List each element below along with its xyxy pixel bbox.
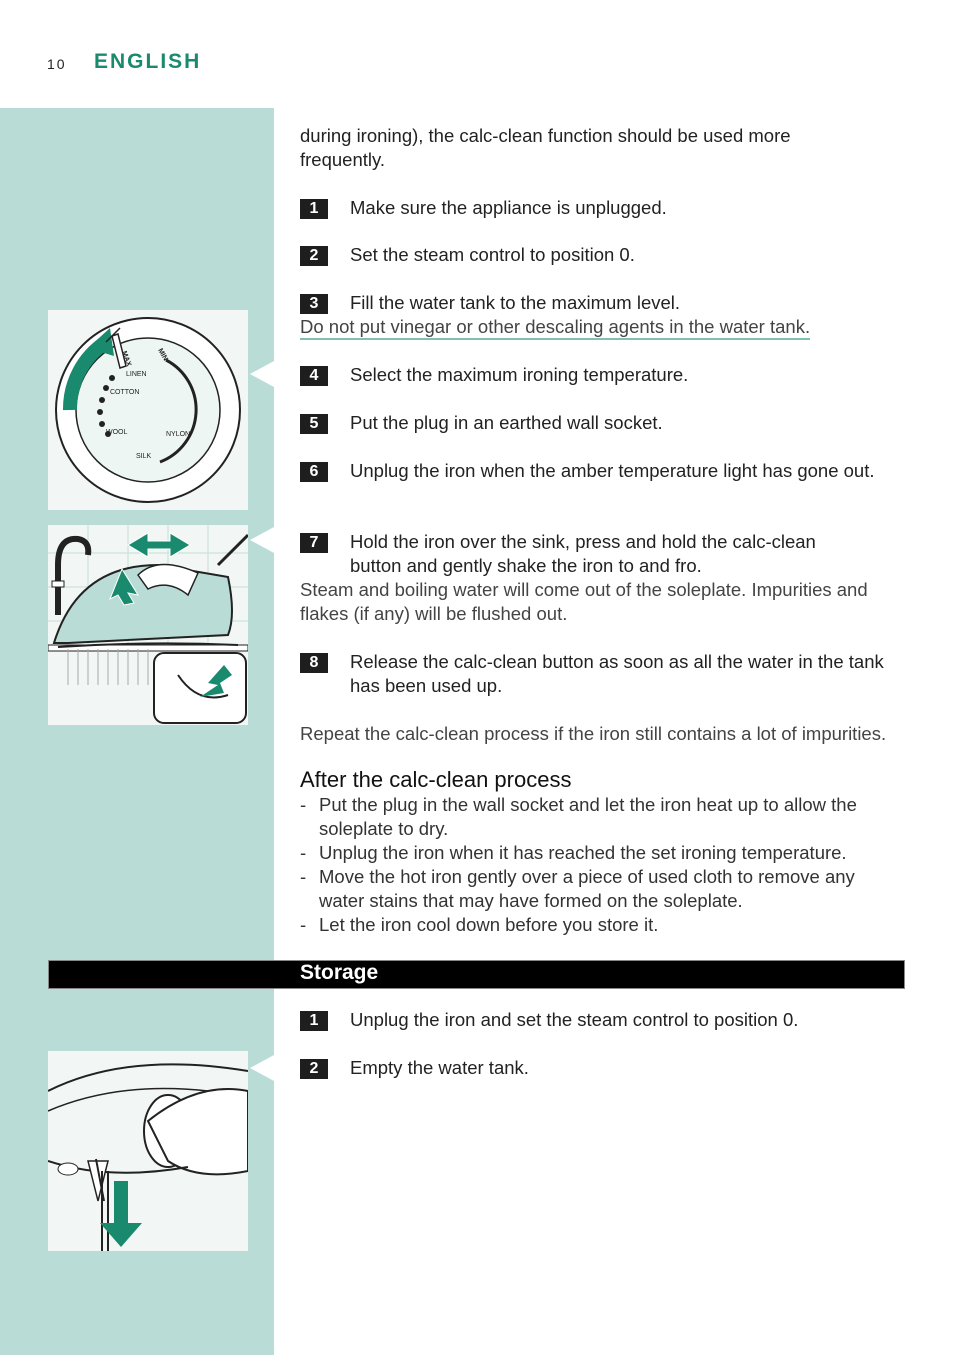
list-dash: - [300, 842, 307, 863]
step-number-3: 3 [300, 294, 328, 314]
list-dash: - [300, 914, 307, 935]
list-item-text: Unplug the iron when it has reached the set ironing temperature. [319, 842, 847, 863]
illustration-pointer [250, 527, 274, 553]
illustration-pointer [250, 1055, 274, 1081]
step-text-4: Select the maximum ironing temperature. [350, 364, 689, 385]
list-dash: - [300, 794, 307, 815]
empty-water-tank-illustration [48, 1051, 248, 1251]
list-dash: - [300, 866, 307, 887]
language-heading: ENGLISH [94, 50, 202, 73]
list-item-text: Let the iron cool down before you store it. [319, 914, 659, 935]
page-number: 10 [47, 56, 67, 72]
step-text-3: Fill the water tank to the maximum level. [350, 292, 681, 313]
storage-step-text-1: Unplug the iron and set the steam control to position 0. [350, 1009, 799, 1030]
storage-step-text-2: Empty the water tank. [350, 1057, 529, 1078]
step-text-8: Release the calc-clean button as soon as all the water in the tank has been used up. [350, 651, 884, 696]
step-number-7: 7 [300, 533, 328, 553]
temperature-dial-illustration [48, 310, 248, 510]
dial-min-label: MIN [156, 347, 169, 363]
step-text-1: Make sure the appliance is unplugged. [350, 197, 667, 218]
step-3-note-text: Do not put vinegar or other descaling agents in the water tank. [300, 316, 810, 340]
dial-silk-label: SILK [136, 453, 152, 460]
list-item [300, 793, 900, 841]
step-3-note [300, 315, 810, 339]
storage-step-number-2: 2 [300, 1059, 328, 1079]
storage-step-number-1: 1 [300, 1011, 328, 1031]
storage-section-bar [48, 960, 905, 989]
step-number-5: 5 [300, 414, 328, 434]
step-text-7: Hold the iron over the sink, press and hold the calc-clean button and gently shake the iron to and fro. [350, 531, 816, 576]
repeat-note: Repeat the calc-clean process if the iron still contains a lot of impurities. [300, 723, 887, 744]
dial-max-label: MAX [120, 350, 133, 368]
step-number-2: 2 [300, 246, 328, 266]
step-number-4: 4 [300, 366, 328, 386]
list-item [300, 841, 900, 865]
dial-linen-label: LINEN [126, 371, 147, 378]
step-text-5: Put the plug in an earthed wall socket. [350, 412, 663, 433]
list-item [300, 913, 900, 937]
after-calc-clean-heading: After the calc-clean process [300, 767, 572, 792]
dial-cotton-label: COTTON [110, 389, 140, 396]
list-item-text: Put the plug in the wall socket and let the iron heat up to allow the soleplate to dry. [319, 794, 857, 839]
step-number-6: 6 [300, 462, 328, 482]
intro-paragraph: during ironing), the calc-clean function should be used more frequently. [300, 125, 791, 170]
storage-heading: Storage [300, 961, 379, 984]
list-item [300, 865, 900, 913]
illustration-pointer [250, 361, 274, 387]
iron-over-sink-illustration [48, 525, 248, 725]
dial-nylon-label: NYLON [166, 431, 191, 438]
dial-wool-label: WOOL [106, 429, 128, 436]
step-7-note: Steam and boiling water will come out of the soleplate. Impurities and flakes (if any) will be flushed out. [300, 579, 868, 624]
step-text-6: Unplug the iron when the amber temperature light has gone out. [350, 460, 875, 481]
step-number-8: 8 [300, 653, 328, 673]
list-item-text: Move the hot iron gently over a piece of used cloth to remove any water stains that may have formed on the soleplate. [319, 866, 855, 911]
step-number-1: 1 [300, 199, 328, 219]
step-text-2: Set the steam control to position 0. [350, 244, 635, 265]
